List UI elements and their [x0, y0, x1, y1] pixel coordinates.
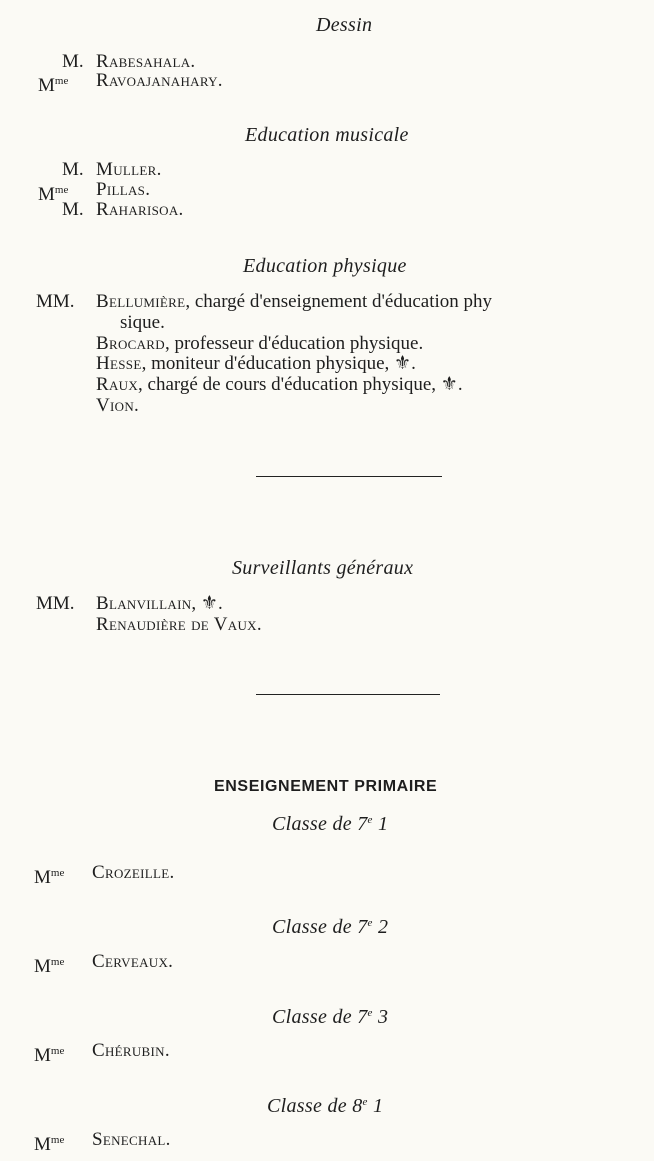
section-divider	[256, 694, 440, 695]
section-heading-physique: Education physique	[243, 255, 407, 277]
staff-title: $M^{me}$	[34, 867, 65, 888]
section-heading-primaire: ENSEIGNEMENT PRIMAIRE	[214, 778, 438, 795]
section-heading-musique: Education musicale	[245, 124, 409, 146]
staff-role-continuation: sique.	[120, 312, 165, 333]
staff-name: Raux	[96, 374, 139, 395]
staff-name: Brocard	[96, 333, 165, 354]
staff-name: Ravoajanahary.	[96, 70, 223, 91]
staff-title: $M^{me}$	[38, 75, 69, 96]
staff-name: Muller.	[96, 159, 162, 180]
staff-name: Chérubin.	[92, 1040, 170, 1061]
staff-role: , professeur d'éducation physique.	[164, 333, 424, 354]
staff-title: MM.	[36, 291, 75, 312]
staff-name: Blanvillain	[96, 593, 192, 614]
staff-name: Bellumière	[96, 291, 186, 312]
staff-role: , moniteur d'éducation physique, ⚜.	[141, 353, 416, 374]
staff-role: , chargé d'enseignement d'éducation phy	[185, 291, 493, 312]
class-heading: Classe de 8e 1	[267, 1095, 384, 1117]
staff-title: $M^{me}$	[34, 1045, 65, 1066]
staff-role: , ⚜.	[191, 593, 223, 614]
staff-name: Renaudière de Vaux.	[96, 614, 262, 635]
staff-name: Senechal.	[92, 1129, 171, 1150]
staff-title: M.	[62, 51, 84, 72]
staff-title: $M^{me}$	[34, 956, 65, 977]
staff-name: Cerveaux.	[92, 951, 174, 972]
staff-name: Crozeille.	[92, 862, 175, 883]
class-heading: Classe de 7e 3	[272, 1006, 389, 1028]
section-heading-dessin: Dessin	[316, 14, 373, 36]
staff-title: $M^{me}$	[34, 1134, 65, 1155]
staff-name: Hesse	[96, 353, 142, 374]
staff-name: Vion.	[96, 395, 140, 416]
staff-title: MM.	[36, 593, 75, 614]
class-heading: Classe de 7e 2	[272, 916, 389, 938]
class-heading: Classe de 7e 1	[272, 813, 389, 835]
staff-title: $M^{me}$	[38, 184, 69, 205]
staff-name: Rabesahala.	[96, 51, 196, 72]
staff-name: Pillas.	[96, 179, 151, 200]
section-heading-surveillants: Surveillants généraux	[232, 557, 414, 579]
staff-title: M.	[62, 159, 84, 180]
section-divider	[256, 476, 442, 477]
staff-title: M.	[62, 199, 84, 220]
staff-role: , chargé de cours d'éducation physique, ⚜.	[138, 374, 463, 395]
staff-name: Raharisoa.	[96, 199, 184, 220]
